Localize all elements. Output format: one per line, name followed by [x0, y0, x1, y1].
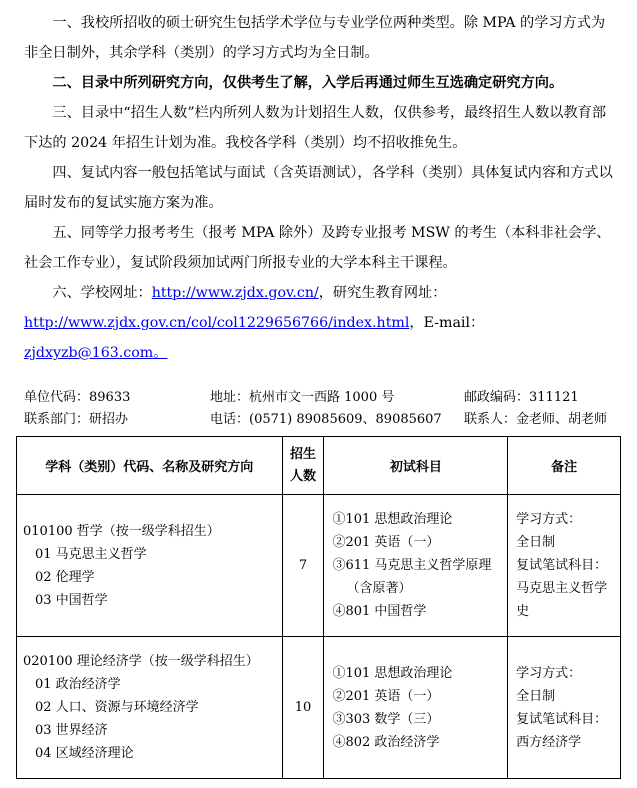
direction: 03 中国哲学	[35, 592, 108, 608]
remark-line: 西方经济学	[516, 734, 582, 750]
exam-cell	[324, 495, 508, 637]
quota-cell: 10	[282, 637, 324, 779]
email-link[interactable]: zjdxyzb@163.com。	[24, 345, 168, 361]
remark-line: 学习方式：	[516, 512, 582, 527]
remark-line: 全日制	[516, 688, 556, 704]
direction: 02 人口、资源与环境经济学	[35, 700, 199, 715]
header-remark: 备注	[508, 437, 621, 495]
remark-line: 复试笔试科目：	[516, 711, 608, 727]
exam-subject: ②201 英语（一）	[332, 688, 440, 704]
major-cell	[17, 637, 283, 779]
note-1: 一、我校所招收的硕士研究生包括学术学位与专业学位两种类型。除 MPA 的学习方式为非全日制外，其余学科（类别）的学习方式均为全日制。	[24, 15, 606, 61]
exam-subject: ④802 政治经济学	[332, 734, 440, 750]
note-6-email-label: ，E-mail：	[409, 315, 485, 331]
remark-cell	[508, 495, 621, 637]
exam-subject: ①101 思想政治理论	[332, 512, 453, 527]
note-6-prefix: 六、学校网址：	[52, 285, 152, 301]
remark-line: 学习方式：	[516, 665, 582, 681]
postcode: 邮政编码：311121	[464, 390, 579, 405]
exam-cell	[324, 637, 508, 779]
header-exam: 初试科目	[324, 437, 508, 495]
direction: 01 马克思主义哲学	[35, 546, 147, 562]
exam-subject-cont: （含原著）	[346, 581, 412, 596]
major-name: 020100 理论经济学（按一级学科招生）	[23, 654, 259, 669]
exam-subject: ③303 数学（三）	[332, 711, 440, 727]
exam-subject: ③611 马克思主义哲学原理	[332, 558, 492, 573]
exam-subject: ④801 中国哲学	[332, 604, 427, 619]
catalog-table	[16, 436, 621, 779]
note-2: 二、目录中所列研究方向，仅供考生了解，入学后再通过师生互选确定研究方向。	[52, 75, 564, 91]
header-quota: 招生人数	[282, 437, 324, 495]
quota-cell: 7	[282, 495, 324, 637]
exam-subject: ①101 思想政治理论	[332, 665, 453, 681]
note-4: 四、复试内容一般包括笔试与面试（含英语测试），各学科（类别）具体复试内容和方式以届时发布的复试实施方案为准。	[24, 165, 613, 211]
phone: 电话：(0571) 89085609、89085607	[210, 412, 442, 427]
department: 联系部门：研招办	[24, 412, 129, 427]
remark-line: 马克思主义哲学史	[516, 581, 608, 619]
note-6	[24, 278, 616, 368]
table-header-row	[17, 437, 621, 495]
remark-line: 复试笔试科目：	[516, 558, 608, 573]
header-major: 学科（类别）代码、名称及研究方向	[17, 437, 283, 495]
note-5: 五、同等学力报考考生（报考 MPA 除外）及跨专业报考 MSW 的考生（本科非社会学、社会工作专业），复试阶段须加试两门所报专业的大学本科主干课程。	[24, 225, 611, 271]
major-cell	[17, 495, 283, 637]
unit-code: 单位代码：89633	[24, 390, 131, 405]
major-name: 010100 哲学（按一级学科招生）	[23, 523, 220, 539]
notes-section	[24, 8, 616, 368]
table-row	[17, 495, 621, 637]
direction: 03 世界经济	[35, 723, 108, 738]
exam-subject: ②201 英语（一）	[332, 535, 440, 550]
remark-cell	[508, 637, 621, 779]
direction: 01 政治经济学	[35, 677, 121, 692]
note-6-mid: ，研究生教育网址：	[318, 285, 447, 301]
grad-url-link[interactable]: http://www.zjdx.gov.cn/col/col1229656766/index.html	[24, 315, 410, 331]
note-3: 三、目录中“招生人数”栏内所列人数为计划招生人数，仅供参考，最终招生人数以教育部下达的 2024 年招生计划为准。我校各学科（类别）均不招收推免生。	[24, 105, 607, 151]
direction: 04 区域经济理论	[35, 746, 134, 761]
address: 地址：杭州市文一西路 1000 号	[210, 390, 395, 405]
direction: 02 伦理学	[35, 569, 95, 585]
remark-line: 全日制	[516, 535, 556, 550]
table-row	[17, 637, 621, 779]
contact-person: 联系人：金老师、胡老师	[464, 412, 608, 427]
school-url-link[interactable]: http://www.zjdx.gov.cn/	[151, 285, 319, 301]
